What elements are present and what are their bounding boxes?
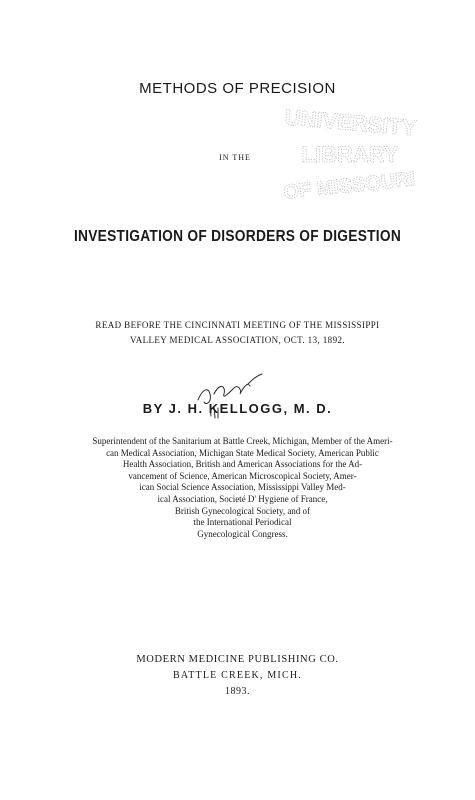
author-credentials	[80, 436, 405, 540]
publisher-place: BATTLE CREEK, MICH.	[173, 670, 302, 681]
read-before-line-2: VALLEY MEDICAL ASSOCIATION, OCT. 13, 1892.	[129, 335, 346, 345]
publication-year: 1893.	[225, 686, 250, 697]
stamp-line-missouri: OF MISSOURI	[282, 168, 417, 204]
credentials-line: the International Periodical	[193, 517, 292, 528]
credentials-line: ican Social Science Association, Mississippi Valley Med-	[139, 482, 346, 493]
handwritten-annotation	[180, 372, 270, 442]
title-line-1: METHODS OF PRECISION	[139, 80, 336, 97]
stamp-line-library: LIBRARY	[301, 142, 399, 167]
credentials-line: British Gynecological Society, and of	[174, 505, 311, 516]
title-connector: IN THE	[219, 153, 251, 162]
credentials-line: Superintendent of the Sanitarium at Battle Creek, Michigan, Member of the Ameri-	[92, 436, 393, 446]
author-line: BY J. H. KELLOGG, M. D.	[142, 401, 333, 416]
credentials-line: Gynecological Congress.	[197, 528, 288, 539]
credentials-line: ical Association, Societé D' Hygiene of France,	[157, 493, 328, 504]
credentials-line: vancement of Science, American Microscopical Society, Amer-	[128, 470, 357, 481]
title-line-2: INVESTIGATION OF DISORDERS OF DIGESTION	[73, 228, 402, 245]
credentials-line: can Medical Association, Michigan State Medical Society, American Public	[106, 447, 379, 458]
publisher-name: MODERN MEDICINE PUBLISHING CO.	[136, 654, 339, 665]
read-before-line-1: READ BEFORE THE CINCINNATI MEETING OF THE MISSISSIPPI	[95, 320, 380, 330]
credentials-line: Health Association, British and American Associations for the Ad-	[122, 459, 363, 470]
stamp-line-university: UNIVERSITY	[283, 104, 418, 141]
